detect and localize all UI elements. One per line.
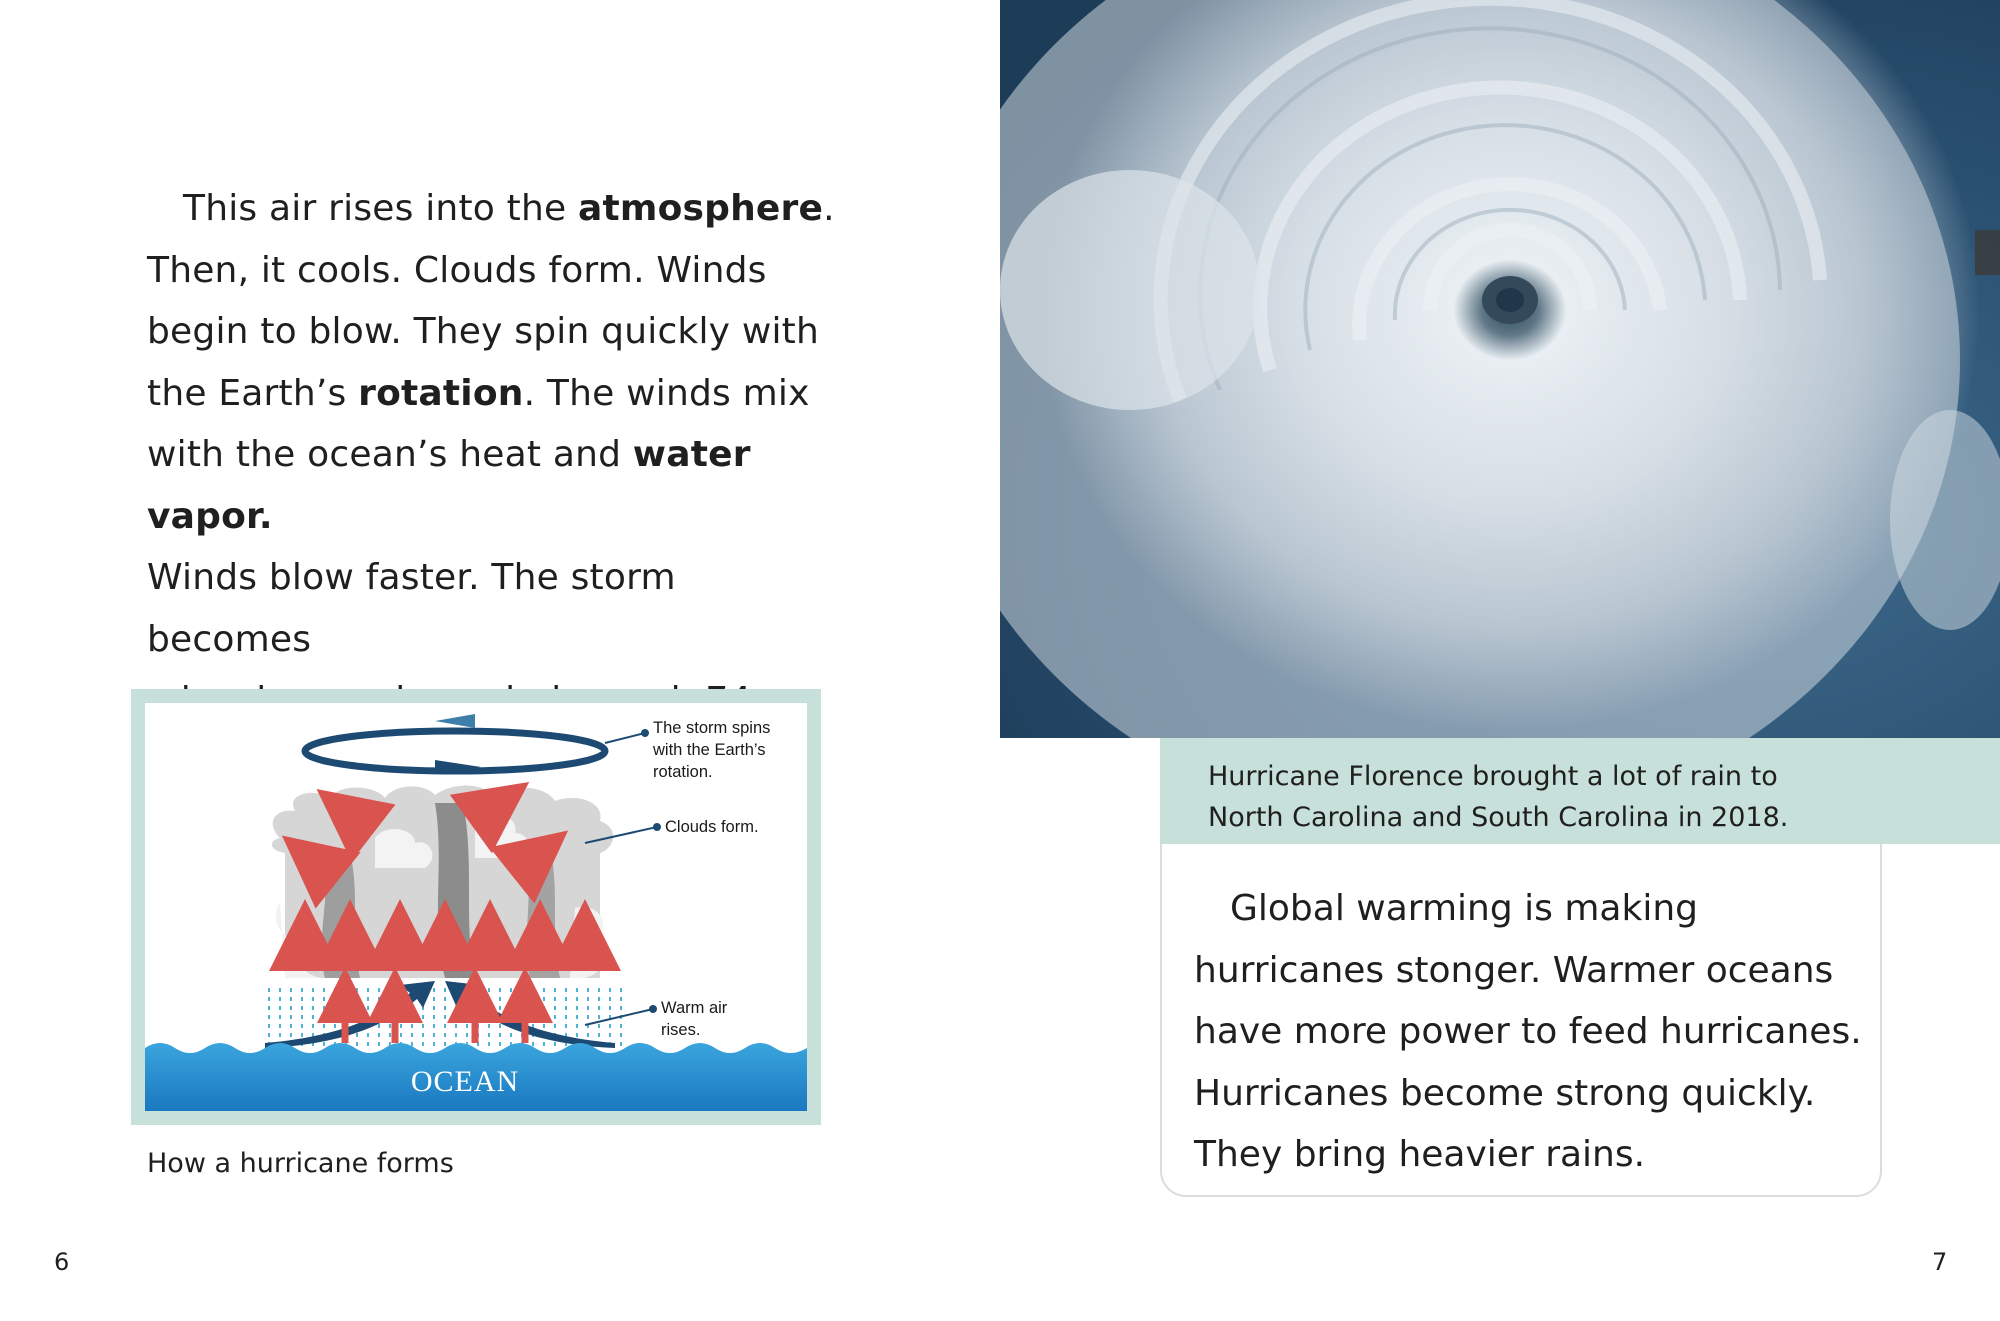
diagram-caption: How a hurricane forms (147, 1148, 454, 1179)
glossary-term-water-vapor: water vapor. (147, 434, 751, 537)
text-span: This air rises into the (183, 188, 578, 229)
paragraph-line (147, 178, 847, 240)
rotation-arrows (305, 714, 605, 774)
label-line: rotation. (653, 763, 713, 781)
paragraph-line: Winds blow faster. The storm becomes (147, 557, 676, 660)
paragraph-line: Hurricanes become strong quickly. (1194, 1072, 1816, 1114)
label-line: Warm air (661, 999, 728, 1017)
paragraph-line: Then, it cools. Clouds form. Winds (147, 249, 767, 291)
label-line: The storm spins (653, 719, 771, 737)
paragraph-line: begin to blow. They spin quickly with (147, 311, 820, 352)
caption-line: North Carolina and South Carolina in 2018. (1208, 802, 1789, 833)
text-span: the Earth’s (147, 372, 359, 414)
label-warm-air (661, 997, 727, 1041)
text-span: with the ocean’s heat and (147, 434, 633, 475)
label-clouds-form: Clouds form. (665, 818, 759, 836)
right-paragraph (1194, 878, 1864, 1186)
paragraph-line: They bring heavier rains. (1194, 1134, 1646, 1175)
page-number-right: 7 (1932, 1248, 1948, 1276)
label-line: rises. (661, 1021, 701, 1039)
label-line: with the Earth’s (653, 741, 766, 759)
paragraph-line: hurricanes stonger. Warmer oceans (1194, 949, 1834, 991)
paragraph-line (147, 424, 847, 547)
paragraph-line (1194, 878, 1864, 940)
ocean-label: OCEAN (410, 1065, 520, 1098)
right-page (1000, 0, 2000, 1321)
right-text-box (1160, 844, 1882, 1197)
glossary-term-atmosphere: atmosphere (577, 188, 824, 229)
photo-caption (1160, 738, 2000, 844)
warm-air-arrows (265, 981, 615, 1048)
hurricane-image (1000, 0, 2000, 738)
label-storm-spins (653, 717, 770, 783)
paragraph-line (147, 363, 847, 425)
diagram-canvas (145, 703, 807, 1111)
text-span: Global warming is making (1230, 888, 1698, 929)
text-span: . The winds mix (523, 372, 810, 414)
hurricane-satellite-photo (1000, 0, 2000, 738)
paragraph-line: have more power to feed hurricanes. (1194, 1011, 1862, 1052)
hurricane-formation-diagram (131, 689, 821, 1125)
page-number-left: 6 (54, 1248, 70, 1276)
glossary-term-rotation: rotation (358, 372, 524, 414)
caption-line: Hurricane Florence brought a lot of rain to (1208, 761, 1778, 792)
text-span: . (823, 188, 835, 229)
